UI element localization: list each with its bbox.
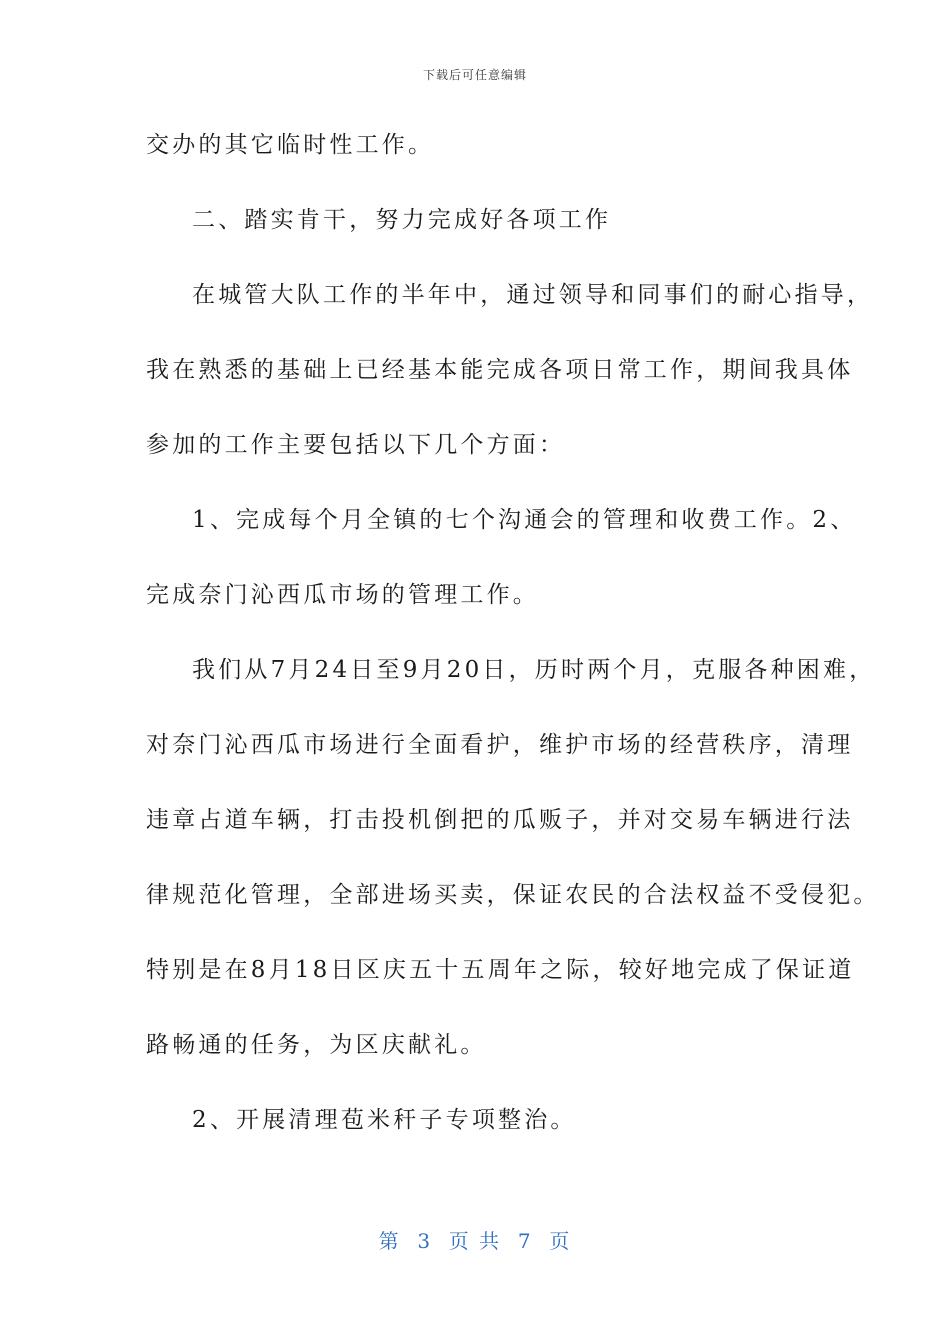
paragraph-line: 路畅通的任务，为区庆献礼。 [146, 1032, 487, 1058]
page-number-footer: 第 3 页 共 7 页 [378, 1229, 572, 1253]
paragraph-line: 律规范化管理，全部进场买卖，保证农民的合法权益不受侵犯。 [146, 882, 880, 908]
paragraph-line: 我在熟悉的基础上已经基本能完成各项日常工作，期间我具体 [146, 357, 854, 383]
paragraph-line: 在城管大队工作的半年中，通过领导和同事们的耐心指导， [192, 282, 874, 308]
paragraph-line: 2、开展清理苞米秆子专项整治。 [192, 1107, 577, 1133]
paragraph-line: 我们从7月24日至9月20日，历时两个月，克服各种困难， [192, 657, 876, 683]
section-heading: 二、踏实肯干，努力完成好各项工作 [192, 207, 612, 233]
paragraph-line: 交办的其它临时性工作。 [146, 132, 435, 158]
paragraph-line: 特别是在8月18日区庆五十五周年之际，较好地完成了保证道 [146, 957, 855, 983]
paragraph-line: 对奈门沁西瓜市场进行全面看护，维护市场的经营秩序，清理 [146, 732, 854, 758]
paragraph-line: 违章占道车辆，打击投机倒把的瓜贩子，并对交易车辆进行法 [146, 807, 854, 833]
header-note: 下载后可任意编辑 [422, 68, 527, 82]
paragraph-line: 1、完成每个月全镇的七个沟通会的管理和收费工作。2、 [192, 507, 857, 533]
paragraph-line: 完成奈门沁西瓜市场的管理工作。 [146, 582, 539, 608]
paragraph-line: 参加的工作主要包括以下几个方面： [146, 432, 566, 458]
